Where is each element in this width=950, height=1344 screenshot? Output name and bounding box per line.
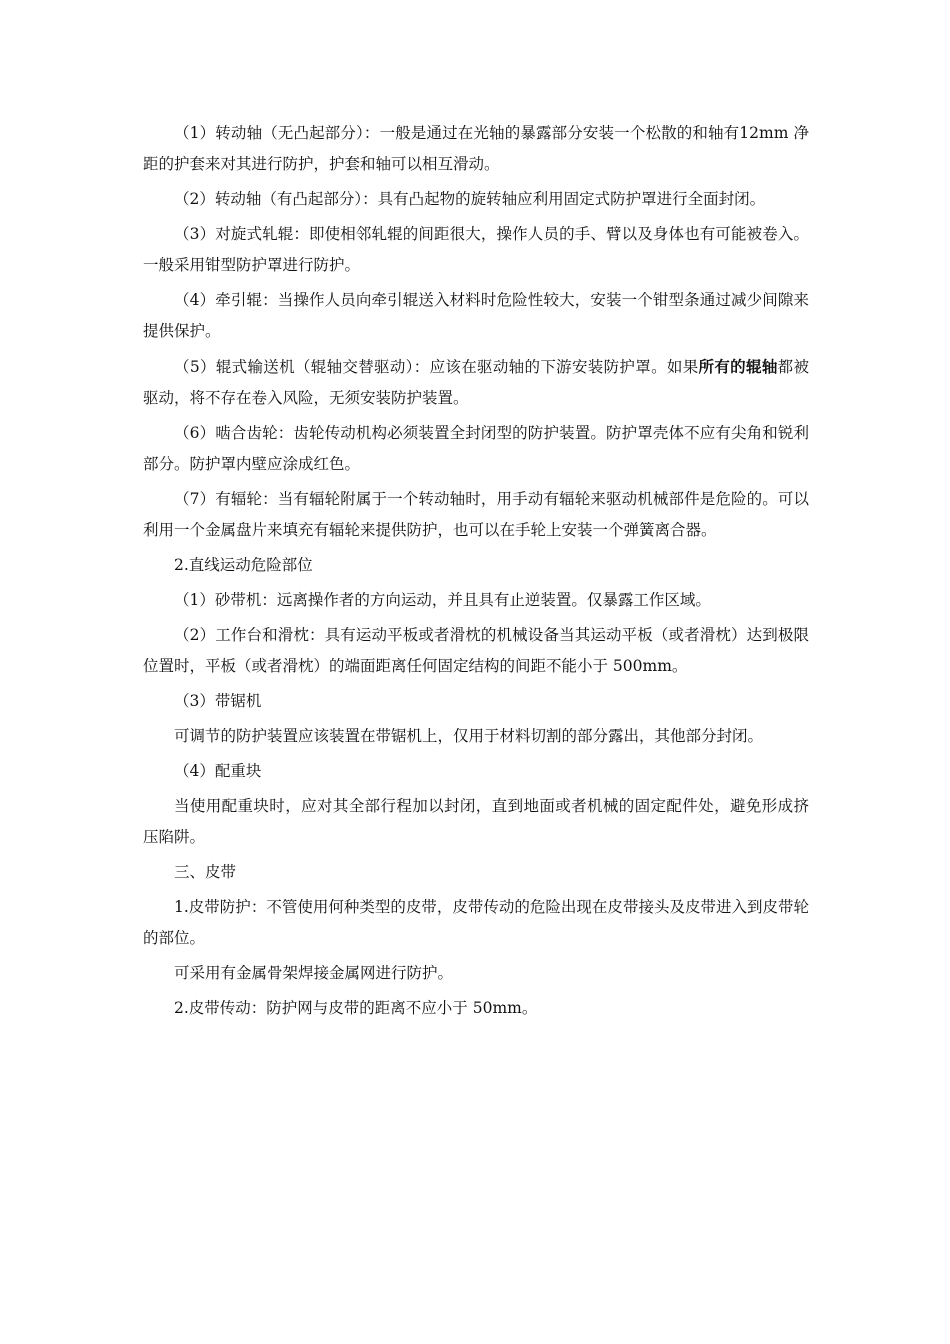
roller-conveyor-text-before: （5）辊式输送机（辊轴交替驱动）：应该在驱动轴的下游安装防护罩。如果 xyxy=(174,358,699,376)
heading-linear-motion-hazards: 2.直线运动危险部位 xyxy=(174,556,313,574)
section-heading-belt: 三、皮带 xyxy=(174,863,237,881)
heading-counterweight: （4）配重块 xyxy=(174,762,262,780)
paragraph-rotating-shaft-smooth: （1）转动轴（无凸起部分）：一般是通过在光轴的暴露部分安装一个松散的和轴有12mm 净距的护套来对其进行防护，护套和轴可以相互滑动。 xyxy=(143,124,809,173)
roller-conveyor-text-after: 都被驱动，将不存在卷入风险，无须安装防护装置。 xyxy=(143,358,809,407)
paragraph-rotating-shaft-protruding: （2）转动轴（有凸起部分）：具有凸起物的旋转轴应利用固定式防护罩进行全面封闭。 xyxy=(174,190,766,208)
paragraph-meshing-gears: （6）啮合齿轮：齿轮传动机构必须装置全封闭型的防护装置。防护罩壳体不应有尖角和锐利部分。防护罩内壁应涂成红色。 xyxy=(143,424,809,473)
paragraph-belt-protection: 1.皮带防护：不管使用何种类型的皮带，皮带传动的危险出现在皮带接头及皮带进入到皮带轮的部位。 xyxy=(143,898,809,947)
paragraph-metal-mesh: 可采用有金属骨架焊接金属网进行防护。 xyxy=(174,964,454,982)
paragraph-counter-rotating-rolls: （3）对旋式轧辊：即使相邻轧辊的间距很大，操作人员的手、臂以及身体也有可能被卷入。一般采用钳型防护罩进行防护。 xyxy=(143,225,809,274)
heading-band-saw: （3）带锯机 xyxy=(174,692,262,710)
paragraph-worktable-ram: （2）工作台和滑枕：具有运动平板或者滑枕的机械设备当其运动平板（或者滑枕）达到极限位置时，平板（或者滑枕）的端面距离任何固定结构的间距不能小于 500mm。 xyxy=(143,626,809,675)
paragraph-spoked-wheel: （7）有辐轮：当有辐轮附属于一个转动轴时，用手动有辐轮来驱动机械部件是危险的。可以利用一个金属盘片来填充有辐轮来提供防护，也可以在手轮上安装一个弹簧离合器。 xyxy=(143,490,809,539)
roller-conveyor-bold-text: 所有的辊轴 xyxy=(698,357,778,376)
document-page xyxy=(143,118,809,1028)
paragraph-traction-roll: （4）牵引辊：当操作人员向牵引辊送入材料时危险性较大，安装一个钳型条通过减少间隙来提供保护。 xyxy=(143,291,809,340)
paragraph-counterweight: 当使用配重块时，应对其全部行程加以封闭，直到地面或者机械的固定配件处，避免形成挤压陷阱。 xyxy=(143,797,809,846)
paragraph-belt-sander: （1）砂带机：远离操作者的方向运动，并且具有止逆装置。仅暴露工作区域。 xyxy=(174,591,711,609)
paragraph-roller-conveyor xyxy=(143,351,809,414)
paragraph-band-saw: 可调节的防护装置应该装置在带锯机上，仅用于材料切割的部分露出，其他部分封闭。 xyxy=(174,727,764,745)
paragraph-belt-transmission: 2.皮带传动：防护网与皮带的距离不应小于 50mm。 xyxy=(174,999,538,1017)
